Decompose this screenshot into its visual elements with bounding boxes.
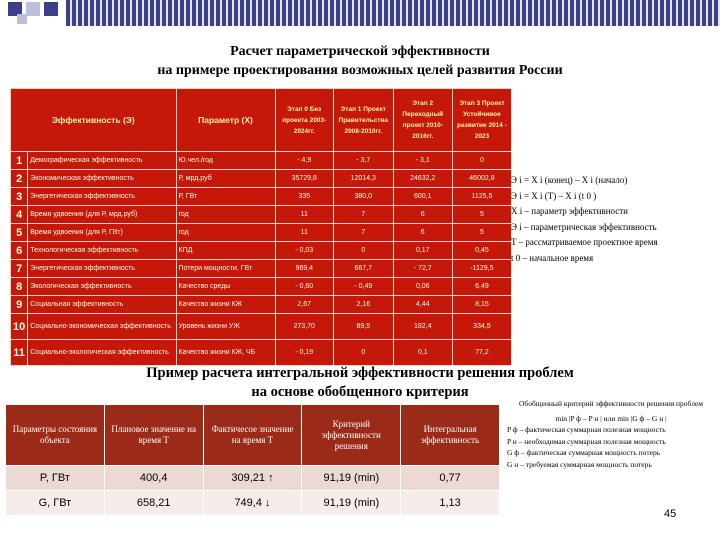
parameter-name: год	[176, 206, 275, 224]
header-stage-1: Этап 1 Проект Правительства 2008-2010гг.	[333, 89, 393, 152]
row-number: 6	[11, 242, 28, 260]
table-cell: 749,4 ↓	[203, 491, 302, 516]
criteria-formula: min |P ф – P н | или min |G ф – G н |	[555, 413, 667, 423]
stage-3-value: 0,45	[452, 242, 511, 260]
decor-square	[44, 2, 58, 16]
criteria-title: Обобщенный критерий эффективности решения проблем	[518, 399, 704, 408]
parameter-name: КПД	[176, 242, 275, 260]
table-row	[11, 340, 512, 366]
stage-2-value: - 3,1	[393, 152, 452, 170]
stage-1-value: 667,7	[333, 260, 393, 278]
stage-3-value: 334,5	[452, 314, 511, 340]
stage-3-value: 0	[452, 152, 511, 170]
table-cell: G, ГВт	[6, 491, 105, 516]
stage-2-value: 0,17	[393, 242, 452, 260]
table-row	[11, 188, 512, 206]
integral-header-cell: Параметры состояния объекта	[6, 405, 105, 466]
effectiveness-name: Экономическая эффективность	[28, 170, 176, 188]
stage-0-value: 969,4	[275, 260, 333, 278]
parameter-name: Р, мрд.руб	[176, 170, 275, 188]
row-number: 3	[11, 188, 28, 206]
parameter-name: Качество жизни КЖ, ЧБ	[176, 340, 275, 366]
effectiveness-name: Социально-экологическая эффективность	[28, 340, 176, 366]
section-title-line-1: Пример расчета интегральной эффективности решения проблем	[146, 365, 574, 381]
table-row	[11, 206, 512, 224]
parameter-name: Качество жизни КЖ	[176, 296, 275, 314]
row-number: 9	[11, 296, 28, 314]
integral-header-cell: Фактичесое значение на время T	[203, 405, 302, 466]
stage-1-value: - 0,49	[333, 278, 393, 296]
table-row	[6, 491, 500, 516]
effectiveness-name: Социально-экономическая эффективность	[28, 314, 176, 340]
parameter-name: Ю.чел./год	[176, 152, 275, 170]
header-stage-3: Этап 3 Проект Устойчивое развитие 2014 - 2023	[452, 89, 511, 152]
stage-3-value: 46002,8	[452, 170, 511, 188]
effectiveness-name: Время удвоения (для Р, ГВт)	[28, 224, 176, 242]
table-row	[11, 296, 512, 314]
section-title-line-2: на основе обобщенного критерия	[251, 384, 469, 400]
header-stripes	[66, 0, 720, 26]
row-number: 7	[11, 260, 28, 278]
stage-0-value: 11	[275, 224, 333, 242]
stage-2-value: 24632,2	[393, 170, 452, 188]
stage-3-value: 8,15	[452, 296, 511, 314]
parameter-name: Качество среды	[176, 278, 275, 296]
stage-3-value: 1125,5	[452, 188, 511, 206]
stage-1-value: 380,0	[333, 188, 393, 206]
table-header-row	[11, 89, 512, 152]
table-row	[11, 242, 512, 260]
row-number: 5	[11, 224, 28, 242]
stage-1-value: - 3,7	[333, 152, 393, 170]
header-stage-0: Этап 0 Без проекта 2003-2024гг.	[275, 89, 333, 152]
effectiveness-name: Время удвоения (для Р, мрд.руб)	[28, 206, 176, 224]
decor-square	[26, 2, 40, 16]
header-parameter: Параметр (X)	[176, 89, 275, 152]
table-cell: P, ГВт	[6, 466, 105, 491]
effectiveness-name: Экологическая эффективность	[28, 278, 176, 296]
stage-0-value: 35729,8	[275, 170, 333, 188]
integral-header-cell: Плановое значение на время T	[104, 405, 203, 466]
row-number: 4	[11, 206, 28, 224]
stage-3-value: 6,49	[452, 278, 511, 296]
criteria-legend	[507, 398, 715, 470]
row-number: 1	[11, 152, 28, 170]
row-number: 2	[11, 170, 28, 188]
header-stage-2: Этап 2 Переходный проект 2010-2016гг.	[393, 89, 452, 152]
stage-3-value: 5	[452, 206, 511, 224]
integral-table	[5, 404, 500, 516]
stage-3-value: 5	[452, 224, 511, 242]
integral-header-row	[6, 405, 500, 466]
formula-line: Э i = X i (конец) – X i (начало)	[511, 175, 628, 185]
table-row	[11, 152, 512, 170]
criteria-line: P н – необходимая суммарная полезная мощность	[507, 436, 666, 446]
table-row	[11, 314, 512, 340]
criteria-line: G ф – фактическая суммарная мощность потерь	[507, 448, 661, 457]
stage-0-value: 335	[275, 188, 333, 206]
stage-2-value: 182,4	[393, 314, 452, 340]
decor-square	[17, 14, 27, 24]
table-cell: 309,21 ↑	[203, 466, 302, 491]
stage-2-value: 6	[393, 206, 452, 224]
stage-2-value: 6	[393, 224, 452, 242]
stage-2-value: 4,44	[393, 296, 452, 314]
table-row	[11, 278, 512, 296]
effectiveness-table	[10, 88, 512, 366]
stage-0-value: - 0,19	[275, 340, 333, 366]
parameter-name: Потери мощности, ГВт	[176, 260, 275, 278]
formula-line: T – рассматриваемое проектное время	[511, 237, 658, 247]
parameter-name: Р, ГВт	[176, 188, 275, 206]
header-band	[0, 0, 720, 26]
row-number: 8	[11, 278, 28, 296]
table-cell: 91,19 (min)	[302, 466, 401, 491]
stage-3-value: 77,2	[452, 340, 511, 366]
effectiveness-name: Энергетическая эффективность	[28, 188, 176, 206]
row-number: 10	[11, 314, 28, 340]
table-cell: 91,19 (min)	[302, 491, 401, 516]
stage-0-value: - 0,60	[275, 278, 333, 296]
effectiveness-name: Демографическая эффективность	[28, 152, 176, 170]
stage-2-value: - 72,7	[393, 260, 452, 278]
stage-2-value: 600,1	[393, 188, 452, 206]
table-row	[11, 260, 512, 278]
formula-legend	[511, 173, 658, 266]
stage-0-value: 11	[275, 206, 333, 224]
section-title	[0, 364, 720, 402]
stage-3-value: -1129,5	[452, 260, 511, 278]
integral-header-cell: Критерий эффективности решения	[302, 405, 401, 466]
effectiveness-name: Социальная эффективность	[28, 296, 176, 314]
table-cell: 0,77	[401, 466, 500, 491]
stage-1-value: 0	[333, 340, 393, 366]
stage-1-value: 7	[333, 206, 393, 224]
integral-header-cell: Интегральная эффективность	[401, 405, 500, 466]
stage-0-value: 2,67	[275, 296, 333, 314]
formula-line: Э i – параметрическая эффективность	[511, 221, 657, 232]
page-number: 45	[664, 508, 677, 520]
page-title	[0, 42, 720, 80]
stage-0-value: - 0,03	[275, 242, 333, 260]
stage-1-value: 2,16	[333, 296, 393, 314]
stage-1-value: 0	[333, 242, 393, 260]
table-row	[11, 170, 512, 188]
parameter-name: год	[176, 224, 275, 242]
effectiveness-name: Технологическая эффективность	[28, 242, 176, 260]
formula-line: X i – параметр эффективности	[511, 206, 628, 216]
criteria-line: P ф – фактическая суммарная полезная мощность	[507, 425, 666, 434]
stage-1-value: 89,5	[333, 314, 393, 340]
stage-0-value: - 4,9	[275, 152, 333, 170]
table-cell: 658,21	[104, 491, 203, 516]
table-cell: 400,4	[104, 466, 203, 491]
stage-1-value: 12014,3	[333, 170, 393, 188]
criteria-line: G н – требуемая суммарная мощность потерь	[507, 459, 652, 469]
row-number: 11	[11, 340, 28, 366]
stage-2-value: 0,06	[393, 278, 452, 296]
stage-2-value: 0,1	[393, 340, 452, 366]
stage-1-value: 7	[333, 224, 393, 242]
header-effectiveness: Эффективность (Э)	[11, 89, 177, 152]
table-row	[11, 224, 512, 242]
formula-line: t 0 – начальное время	[511, 252, 594, 263]
parameter-name: Уровень жизни УЖ	[176, 314, 275, 340]
title-line-1: Расчет параметрической эффективности	[230, 44, 490, 59]
effectiveness-name: Энергетическая эффективность	[28, 260, 176, 278]
table-cell: 1,13	[401, 491, 500, 516]
table-row	[6, 466, 500, 491]
stage-0-value: 273,70	[275, 314, 333, 340]
title-line-2: на примере проектирования возможных целей развития России	[157, 63, 563, 78]
formula-line: Э i = X i (T) – X i (t 0 )	[511, 190, 597, 201]
